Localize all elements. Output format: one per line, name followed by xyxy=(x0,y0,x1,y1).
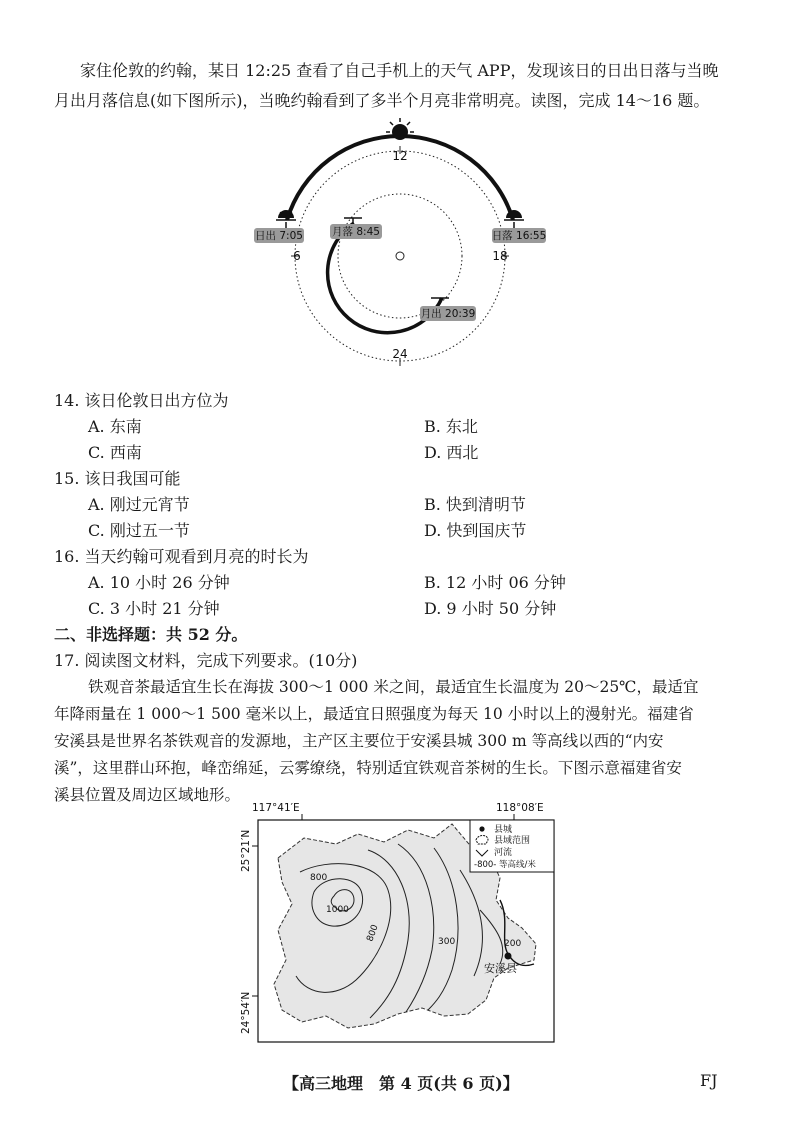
page-footer-title: 【高三地理 第 4 页(共 6 页)】 xyxy=(283,1074,519,1093)
q17-para-line-5: 溪县位置及周边区域地形。 xyxy=(54,786,241,804)
q15-stem: 15. 该日我国可能 xyxy=(54,469,181,488)
moonrise-icon xyxy=(431,287,449,304)
clock-label-24: 24 xyxy=(392,347,408,361)
contour-label-1000: 1000 xyxy=(326,905,349,915)
q14-option-b: B. 东北 xyxy=(424,417,478,436)
moonset-icon xyxy=(344,207,362,224)
county-name-label: 安溪县 xyxy=(484,962,517,975)
q16-option-d: D. 9 小时 50 分钟 xyxy=(424,599,557,618)
section-2-heading: 二、非选择题：共 52 分。 xyxy=(54,625,248,644)
q14-option-c: C. 西南 xyxy=(88,443,142,462)
q15-option-b: B. 快到清明节 xyxy=(424,495,526,514)
contour-label-300: 300 xyxy=(438,937,456,947)
q17-para-line-1: 铁观音茶最适宜生长在海拔 300～1 000 米之间，最适宜生长温度为 20～25℃，最适宜 xyxy=(88,678,699,696)
q15-option-c: C. 刚过五一节 xyxy=(88,521,190,540)
legend-range-label: 县域范围 xyxy=(494,836,531,846)
q17-para-line-4: 溪”，这里群山环抱，峰峦绵延，云雾缭绕，特别适宜铁观音茶树的生长。下图示意福建省安 xyxy=(54,759,682,777)
clock-label-18: 18 xyxy=(492,249,508,263)
q16-stem: 16. 当天约翰可观看到月亮的时长为 xyxy=(54,547,309,566)
q14-option-d: D. 西北 xyxy=(424,443,479,462)
page-footer-code: FJ xyxy=(700,1071,718,1090)
contour-label-200: 200 xyxy=(504,939,522,949)
q15-option-a: A. 刚过元宵节 xyxy=(88,495,190,514)
q14-option-a: A. 东南 xyxy=(88,417,142,436)
sunset-label: 日落 16:55 xyxy=(491,230,547,242)
center-point xyxy=(396,252,404,260)
longitude-label-1: 117°41′E xyxy=(252,802,300,814)
longitude-label-2: 118°08′E xyxy=(496,802,544,814)
clock-label-6: 6 xyxy=(293,249,301,263)
legend-contour-label: -800- 等高线/米 xyxy=(474,860,536,870)
anxi-topographic-map xyxy=(238,800,558,1048)
legend-river-label: 河流 xyxy=(494,848,513,858)
q17-stem: 17. 阅读图文材料，完成下列要求。(10分) xyxy=(54,651,358,670)
q17-para-line-3: 安溪县是世界名茶铁观音的发源地，主产区主要位于安溪县城 300 m 等高线以西的“内安 xyxy=(54,732,664,750)
q16-option-b: B. 12 小时 06 分钟 xyxy=(424,573,566,592)
contour-label-800-center: 800 xyxy=(365,923,381,944)
moonset-label: 月落 8:45 xyxy=(332,226,380,238)
clock-label-12: 12 xyxy=(392,149,408,163)
q14-stem: 14. 该日伦敦日出方位为 xyxy=(54,391,229,410)
intro-line-1: 家住伦敦的约翰，某日 12:25 查看了自己手机上的天气 APP，发现该日的日出日落与当晚 xyxy=(80,61,719,80)
sunrise-label: 日出 7:05 xyxy=(255,230,303,242)
q15-option-d: D. 快到国庆节 xyxy=(424,521,527,540)
intro-line-2: 月出月落信息(如下图所示)，当晚约翰看到了多半个月亮非常明亮。读图，完成 14～16 题。 xyxy=(54,91,710,110)
q16-option-a: A. 10 小时 26 分钟 xyxy=(88,573,230,592)
latitude-label-1: 25°21′N xyxy=(240,829,252,872)
latitude-label-2: 24°54′N xyxy=(240,991,252,1034)
sun-moon-clock-diagram xyxy=(250,118,550,370)
q17-para-line-2: 年降雨量在 1 000～1 500 毫米以上，最适宜日照强度为每天 10 小时以上的漫射光。福建省 xyxy=(54,705,694,723)
contour-label-800-west: 800 xyxy=(310,873,328,883)
legend-county-label: 县城 xyxy=(494,825,513,835)
county-seat-icon xyxy=(505,953,512,960)
legend-county-icon xyxy=(479,826,484,831)
moonrise-label: 月出 20:39 xyxy=(420,308,476,320)
q16-option-c: C. 3 小时 21 分钟 xyxy=(88,599,220,618)
